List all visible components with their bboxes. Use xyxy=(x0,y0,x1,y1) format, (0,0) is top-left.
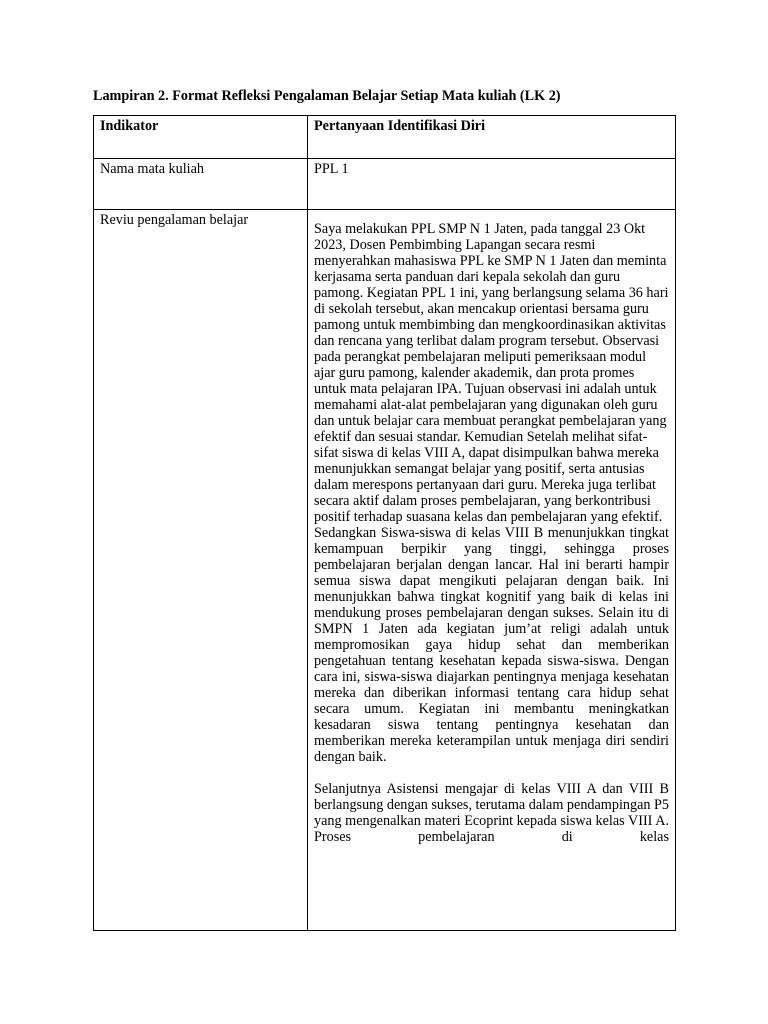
table-row xyxy=(94,159,676,210)
review-paragraph-justified: Sedangkan Siswa-siswa di kelas VIII B menunjukkan tingkat kemampuan berpikir yang tinggi, sehingga proses pembelajaran berjalan dengan lancar. Hal ini berarti hampir semua siswa dapat mengikuti pelajaran dengan baik. Ini menunjukkan bahwa tingkat kognitif yang baik di kelas ini mendukung proses pembelajaran dengan sukses. Selain itu di SMPN 1 Jaten ada kegiatan jum’at religi adalah untuk mempromosikan gaya hidup sehat dan memberikan pengetahuan tentang kesehatan kepada siswa-siswa. Dengan cara ini, siswa-siswa diajarkan pentingnya menjaga kesehatan mereka dan diberikan informasi tentang cara hidup sehat secara umum. Kegiatan ini membantu meningkatkan kesadaran siswa tentang pentingnya kesehatan dan memberikan mereka keterampilan untuk menjaga diri sendiri dengan baik. xyxy=(314,525,669,765)
document-title: Lampiran 2. Format Refleksi Pengalaman Belajar Setiap Mata kuliah (LK 2) xyxy=(93,88,561,104)
reflection-table xyxy=(93,115,676,931)
review-text-ragged: Saya melakukan PPL SMP N 1 Jaten, pada tanggal 23 Okt 2023, Dosen Pembimbing Lapangan secara resmi menyerahkan mahasiswa PPL ke SMP N 1 Jaten dan meminta kerjasama serta panduan dari kepala sekolah dan guru pamong. Kegiatan PPL 1 ini, yang berlangsung selama 36 hari di sekolah tersebut, akan mencakup orientasi bersama guru pamong untuk membimbing dan mengkoordinasikan aktivitas dan rencana yang terlibat dalam program tersebut. Observasi pada perangkat pembelajaran meliputi pemeriksaan modul ajar guru pamong, kalender akademik, dan prota promes untuk mata pelajaran IPA. Tujuan observasi ini adalah untuk memahami alat-alat pembelajaran yang digunakan oleh guru dan untuk belajar cara membuat perangkat pembelajaran yang efektif dan sesuai standar. Kemudian Setelah melihat sifat-sifat siswa di kelas VIII A, dapat disimpulkan bahwa mereka menunjukkan semangat belajar yang positif, serta antusias dalam merespons pertanyaan dari guru. Mereka juga terlibat secara aktif dalam proses pembelajaran, yang berkontribusi positif terhadap suasana kelas dan pembelajaran yang efektif. xyxy=(314,221,669,525)
review-paragraph-continued: Selanjutnya Asistensi mengajar di kelas VIII A dan VIII B berlangsung dengan sukses, terutama dalam pendampingan P5 yang mengenalkan materi Ecoprint kepada siswa kelas VIII A. Proses pembelajaran di kelas xyxy=(314,781,669,845)
course-name-label: Nama mata kuliah xyxy=(94,159,308,210)
table-header-row xyxy=(94,116,676,159)
review-paragraph xyxy=(314,221,669,525)
table-row xyxy=(94,210,676,931)
review-body xyxy=(314,221,669,927)
header-indicator: Indikator xyxy=(94,116,308,159)
review-cell xyxy=(308,210,676,931)
review-label: Reviu pengalaman belajar xyxy=(94,210,308,931)
course-name-value: PPL 1 xyxy=(308,159,676,210)
header-question: Pertanyaan Identifikasi Diri xyxy=(308,116,676,159)
